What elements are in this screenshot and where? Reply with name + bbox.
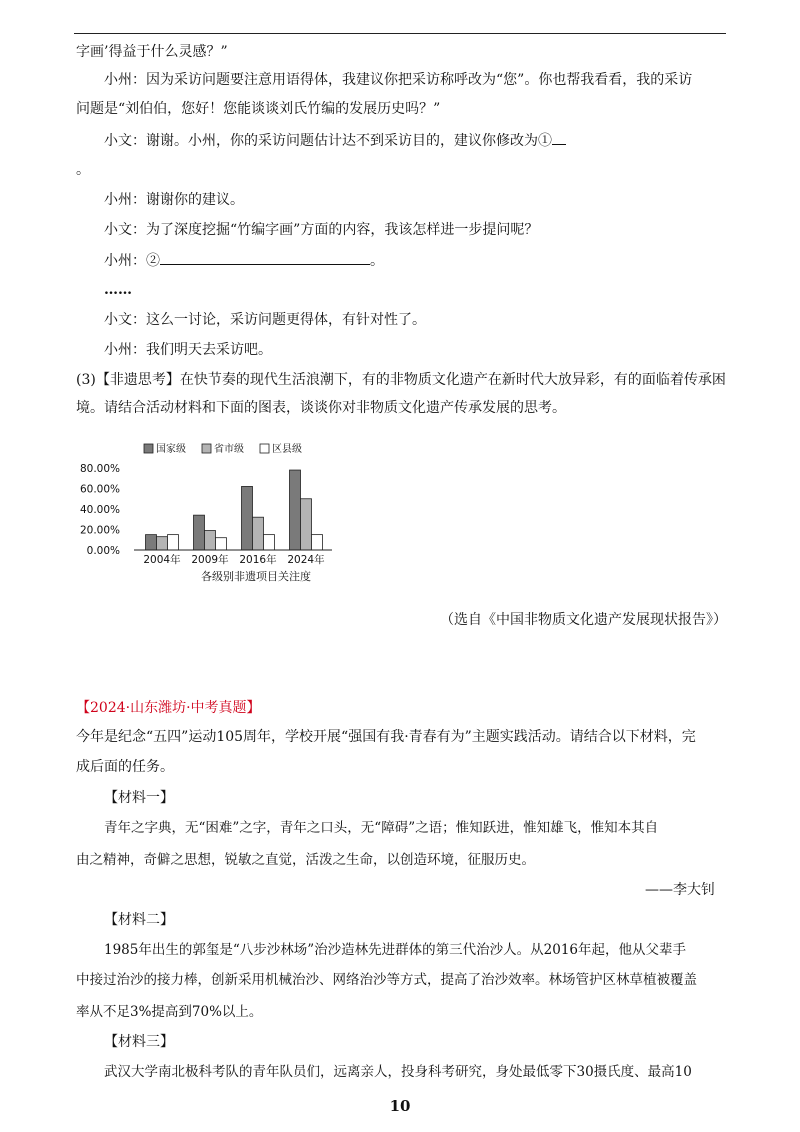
bar	[290, 470, 301, 550]
x-axis	[134, 550, 332, 566]
legend-swatch	[260, 444, 269, 453]
bar	[168, 535, 179, 550]
material-1-line: 由之精神，奇僻之思想，锐敏之直觉，活泼之生命，以创造环境，征服历史。	[76, 852, 535, 868]
bar	[216, 538, 227, 550]
bar	[264, 535, 275, 550]
bar	[157, 537, 168, 550]
text-line: 小文：为了深度挖掘“竹编字画”方面的内容，我该怎样进一步提问呢？	[104, 222, 539, 238]
x-tick-label: 2024年	[287, 554, 325, 566]
material-2-line: 率从不足3%提高到70%以上。	[76, 1004, 263, 1020]
text-line: 小州：我们明天去采访吧。	[104, 342, 272, 358]
bar	[312, 535, 323, 550]
material-3-title: 【材料三】	[104, 1034, 174, 1050]
y-tick-label: 60.00%	[79, 483, 120, 496]
bar	[301, 499, 312, 550]
text-line: 字画’得益于什么灵感？”	[76, 44, 228, 60]
text-line: 。	[370, 253, 384, 269]
material-1-title: 【材料一】	[104, 790, 174, 806]
bar	[194, 515, 205, 550]
text-line: 问题是“刘伯伯，您好！您能谈谈刘氏竹编的发展历史吗？”	[76, 101, 441, 117]
y-axis	[80, 463, 120, 557]
text-line: 小州：②	[104, 253, 160, 269]
dialogue-line-with-blank	[104, 130, 566, 151]
ellipsis: ……	[104, 282, 132, 298]
bar	[253, 517, 264, 550]
material-2-line: 1985年出生的郭玺是“八步沙林场”治沙造林先进群体的第三代治沙人。从2016年起，他从父辈手	[104, 942, 687, 958]
x-tick-label: 2004年	[143, 554, 181, 566]
y-tick-label: 20.00%	[79, 524, 120, 537]
material-3-line: 武汉大学南北极科考队的青年队员们，远离亲人，投身科考研究，身处最低零下30摄氏度、最高10	[104, 1064, 692, 1080]
bar	[242, 486, 253, 550]
material-2-line: 中接过治沙的接力棒，创新采用机械治沙、网络治沙等方式，提高了治沙效率。林场管护区林草植被覆盖	[76, 972, 697, 988]
text-line: 。	[76, 162, 90, 178]
text-line: 小文：这么一讨论，采访问题更得体，有针对性了。	[104, 312, 426, 328]
x-tick-label: 2016年	[239, 554, 277, 566]
exam-source-tag: 【2024·山东潍坊·中考真题】	[76, 700, 261, 716]
question-3-line: (3)【非遗思考】在快节奏的现代生活浪潮下，有的非物质文化遗产在新时代大放异彩，有的面临着传承困	[76, 372, 726, 388]
chart-legend	[144, 442, 302, 455]
text-line: 小州：因为采访问题要注意用语得体，我建议你把采访称呼改为“您”。你也帮我看看，我的采访	[104, 72, 693, 88]
x-axis-label: 各级别非遗项目关注度	[201, 570, 311, 583]
y-tick-label: 40.00%	[79, 504, 120, 516]
question-3-line: 境。请结合活动材料和下面的图表，谈谈你对非物质文化遗产传承发展的思考。	[76, 400, 566, 416]
page-number: 10	[389, 1097, 411, 1115]
legend-swatch	[202, 444, 211, 453]
material-1-line: 青年之字典，无“困难”之字，青年之口头，无“障碍”之语；惟知跃进，惟知雄飞，惟知本其自	[104, 820, 659, 836]
prompt-line: 今年是纪念“五四”运动105周年，学校开展“强国有我·青春有为”主题实践活动。请结合以下材料，完	[76, 729, 696, 745]
legend-swatch	[144, 444, 153, 453]
legend-label: 区县级	[272, 444, 302, 455]
answer-blank-2[interactable]	[160, 250, 370, 265]
answer-blank-1[interactable]	[552, 130, 566, 145]
bar	[146, 535, 157, 550]
text-line: 小州：谢谢你的建议。	[104, 192, 244, 208]
prompt-line: 成后面的任务。	[76, 759, 174, 775]
material-2-title: 【材料二】	[104, 912, 174, 928]
y-tick-label: 0.00%	[86, 545, 120, 557]
text-line: 小文：谢谢。小州，你的采访问题估计达不到采访目的，建议你修改为①	[104, 133, 552, 149]
source-citation: （选自《中国非物质文化遗产发展现状报告》）	[440, 612, 727, 628]
header-rule	[74, 33, 726, 34]
chart-bars	[146, 470, 323, 550]
bar	[205, 531, 216, 550]
legend-label: 国家级	[156, 444, 186, 455]
dialogue-line-with-blank	[104, 250, 384, 271]
legend-label: 省市级	[214, 444, 244, 455]
material-1-author: ——李大钊	[645, 882, 715, 898]
y-tick-label: 80.00%	[79, 463, 120, 475]
bar-chart	[76, 436, 366, 586]
x-tick-label: 2009年	[191, 554, 229, 566]
